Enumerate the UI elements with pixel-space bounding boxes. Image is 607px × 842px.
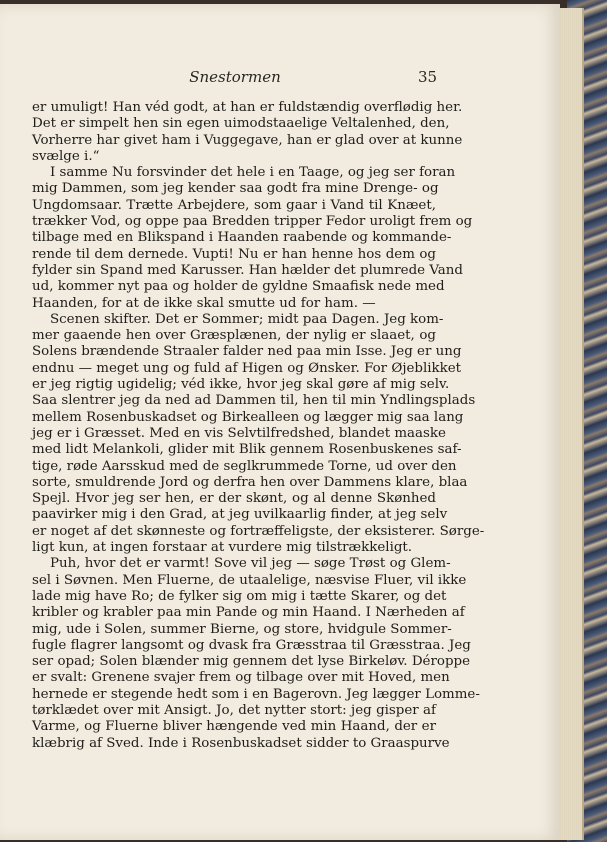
text-line: Haanden, for at de ikke skal smutte ud for ham. —: [32, 295, 376, 311]
text-line: tørklædet over mit Ansigt. Jo, det nytter stort: jeg gisper af: [32, 702, 436, 718]
text-line: ligt kun, at ingen forstaar at vurdere mig tilstrækkeligt.: [32, 540, 413, 556]
text-line: hernede er stegende hedt som i en Bagerovn. Jeg lægger Lomme-: [32, 686, 480, 702]
text-line: mer gaaende hen over Græsplænen, der nylig er slaaet, og: [32, 328, 436, 344]
text-line: Varme, og Fluerne bliver hængende ved min Haand, der er: [32, 719, 436, 735]
text-line: rende til dem dernede. Vupti! Nu er han henne hos dem og: [32, 246, 436, 262]
text-line: endnu — meget ung og fuld af Higen og Ønsker. For Øjeblikket: [32, 360, 462, 376]
text-line: klæbrig af Sved. Inde i Rosenbuskadset sidder to Graaspurve: [32, 735, 450, 751]
text-line: lade mig have Ro; de fylker sig om mig i tætte Skarer, og det: [32, 588, 447, 604]
text-line: Saa slentrer jeg da ned ad Dammen til, hen til min Yndlingsplads: [32, 393, 476, 409]
text-line: sel i Søvnen. Men Fluerne, de utaalelige, næsvise Fluer, vil ikke: [32, 572, 467, 588]
text-line: jeg er i Græsset. Med en vis Selvtilfredshed, blandet maaske: [32, 425, 446, 441]
text-line: med lidt Melankoli, glider mit Blik gennem Rosenbuskenes saf-: [32, 442, 462, 458]
text-line: fylder sin Spand med Karusser. Han hælder det plumrede Vand: [32, 262, 463, 278]
text-line: mig Dammen, som jeg kender saa godt fra mine Drenge- og: [32, 181, 439, 197]
text-line: kribler og krabler paa min Pande og min Haand. I Nærheden af: [32, 605, 465, 621]
page-number: 35: [418, 68, 438, 86]
text-line: tige, røde Aarsskud med de seglkrummede Torne, ud over den: [32, 458, 457, 474]
text-line: Ungdomsaar. Trætte Arbejdere, som gaar i Vand til Knæet,: [32, 197, 436, 213]
text-line: ud, kommer nyt paa og holder de gyldne Smaafisk nede med: [32, 279, 445, 295]
text-line: mig, ude i Solen, summer Bierne, og store, hvidgule Sommer-: [32, 621, 452, 637]
text-line: tilbage med en Blikspand i Haanden raabende og kommande-: [32, 230, 452, 246]
text-line: Puh, hvor det er varmt! Sove vil jeg — søge Trøst og Glem-: [50, 556, 451, 572]
text-line: paavirker mig i den Grad, at jeg uvilkaarlig finder, at jeg selv: [32, 507, 448, 523]
text-line: er jeg rigtig ugidelig; véd ikke, hvor jeg skal gøre af mig selv.: [32, 377, 450, 393]
text-line: sorte, smuldrende Jord og derfra hen over Dammens klare, blaa: [32, 474, 468, 490]
book-page: [0, 4, 560, 840]
text-line: I samme Nu forsvinder det hele i en Taage, og jeg ser foran: [50, 165, 456, 181]
text-line: Solens brændende Straaler falder ned paa min Isse. Jeg er ung: [32, 344, 462, 360]
text-line: mellem Rosenbuskadset og Birkealleen og lægger mig saa lang: [32, 409, 464, 425]
text-line: er svalt: Grenene svajer frem og tilbage over mit Hoved, men: [32, 670, 450, 686]
body-text: [32, 100, 485, 752]
text-line: ser opad; Solen blænder mig gennem det lyse Birkeløv. Déroppe: [32, 654, 471, 670]
text-line: fugle flagrer langsomt og dvask fra Græsstraa til Græsstraa. Jeg: [32, 637, 471, 653]
running-title: Snestormen: [189, 68, 281, 86]
text-line: er umuligt! Han véd godt, at han er fuldstændig overflødig her.: [32, 100, 463, 115]
text-line: Scenen skifter. Det er Sommer; midt paa Dagen. Jeg kom-: [50, 311, 444, 327]
text-line: trækker Vod, og oppe paa Bredden tripper Fedor uroligt frem og: [32, 214, 473, 230]
running-header: [0, 64, 560, 88]
text-line: Det er simpelt hen sin egen uimodstaaelige Veltalenhed, den,: [32, 116, 450, 132]
text-line: Spejl. Hvor jeg ser hen, er der skønt, og al denne Skønhed: [32, 491, 436, 507]
text-line: er noget af det skønneste og fortræffeligste, der eksisterer. Sørge-: [32, 523, 485, 539]
text-line: Vorherre har givet ham i Vuggegave, han er glad over at kunne: [32, 132, 463, 148]
text-line: svælge i.“: [32, 148, 100, 164]
